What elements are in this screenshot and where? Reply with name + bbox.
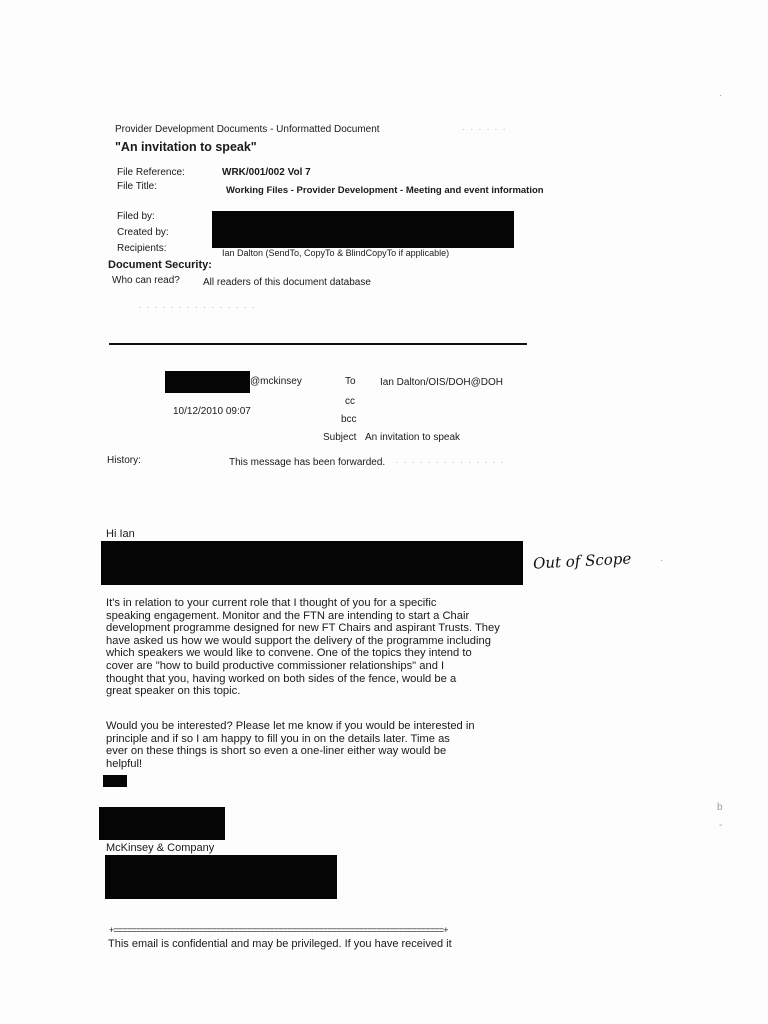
recipients-label: Recipients:: [117, 243, 167, 254]
scan-mark: ·: [660, 555, 664, 566]
body-line: thought that you, having worked on both sides of the fence, would be a: [106, 672, 457, 685]
file-title-label: File Title:: [117, 181, 158, 192]
separator-line: +==========================================================================+: [109, 925, 448, 935]
file-reference-value: WRK/001/002 Vol 7: [222, 167, 311, 178]
sender-domain: @mckinsey: [250, 376, 302, 387]
body-paragraph-1: [106, 597, 516, 698]
greeting: Hi Ian: [106, 528, 135, 540]
scan-mark: -: [719, 820, 723, 831]
cc-label: cc: [345, 396, 355, 407]
scan-smudge: · · · · · · · · · · · · · · ·: [138, 302, 256, 313]
body-paragraph-2: [106, 720, 516, 770]
redaction-block: [165, 371, 250, 393]
subject-value: An invitation to speak: [365, 432, 461, 443]
recipients-value: Ian Dalton (SendTo, CopyTo & BlindCopyTo if applicable): [222, 248, 450, 258]
history-value: This message has been forwarded.: [229, 457, 386, 468]
body-line: which speakers we would like to convene. One of the topics they intend to: [106, 647, 472, 660]
disclaimer: This email is confidential and may be privileged. If you have received it: [108, 938, 452, 950]
body-line: speaking engagement. Monitor and the FTN are intending to start a Chair: [106, 609, 470, 622]
bcc-label: bcc: [341, 414, 357, 425]
redaction-block: [101, 541, 523, 585]
body-line: development programme designed for new FT Chairs and aspirant Trusts. They: [106, 622, 500, 635]
body-line: great speaker on this topic.: [106, 685, 241, 698]
handwritten-annotation: Out of Scope: [532, 549, 632, 573]
body-line: cover are "how to build productive commissioner relationships" and I: [106, 659, 445, 672]
body-line: ever on these things is short so even a one-liner either way would be: [106, 745, 447, 758]
to-label: To: [345, 376, 356, 387]
body-line: helpful!: [106, 757, 143, 770]
filed-by-label: Filed by:: [117, 211, 155, 222]
who-can-read-value: All readers of this document database: [203, 277, 371, 288]
subject-label: Subject: [323, 432, 357, 443]
scan-smudge: · · · · · ·: [462, 124, 507, 135]
company-name: McKinsey & Company: [106, 842, 215, 854]
scan-mark: ·: [719, 90, 723, 101]
history-label: History:: [107, 455, 141, 466]
redaction-block: [212, 211, 514, 248]
email-date: 10/12/2010 09:07: [173, 406, 251, 417]
to-value: Ian Dalton/OIS/DOH@DOH: [380, 377, 503, 388]
body-line: Would you be interested? Please let me know if you would be interested in: [106, 720, 475, 732]
body-line: have asked us how we would support the delivery of the programme including: [106, 634, 491, 647]
body-line: It's in relation to your current role that I thought of you for a specific: [106, 597, 437, 609]
body-line: principle and if so I am happy to fill you in on the details later. Time as: [106, 732, 450, 745]
redaction-block: [103, 775, 127, 787]
created-by-label: Created by:: [117, 227, 169, 238]
document-type: Provider Development Documents - Unformatted Document: [115, 124, 380, 135]
file-reference-label: File Reference:: [117, 167, 185, 178]
scan-smudge: · · · · · · · · · · · · · ·: [395, 457, 505, 468]
who-can-read-label: Who can read?: [112, 275, 180, 286]
scan-mark: b: [717, 802, 723, 813]
redaction-block: [99, 807, 225, 840]
document-security-label: Document Security:: [108, 259, 212, 271]
file-title-value: Working Files - Provider Development - Meeting and event information: [226, 185, 544, 196]
document-title: "An invitation to speak": [115, 140, 257, 154]
redaction-block: [105, 855, 337, 899]
divider-line: [109, 343, 527, 345]
